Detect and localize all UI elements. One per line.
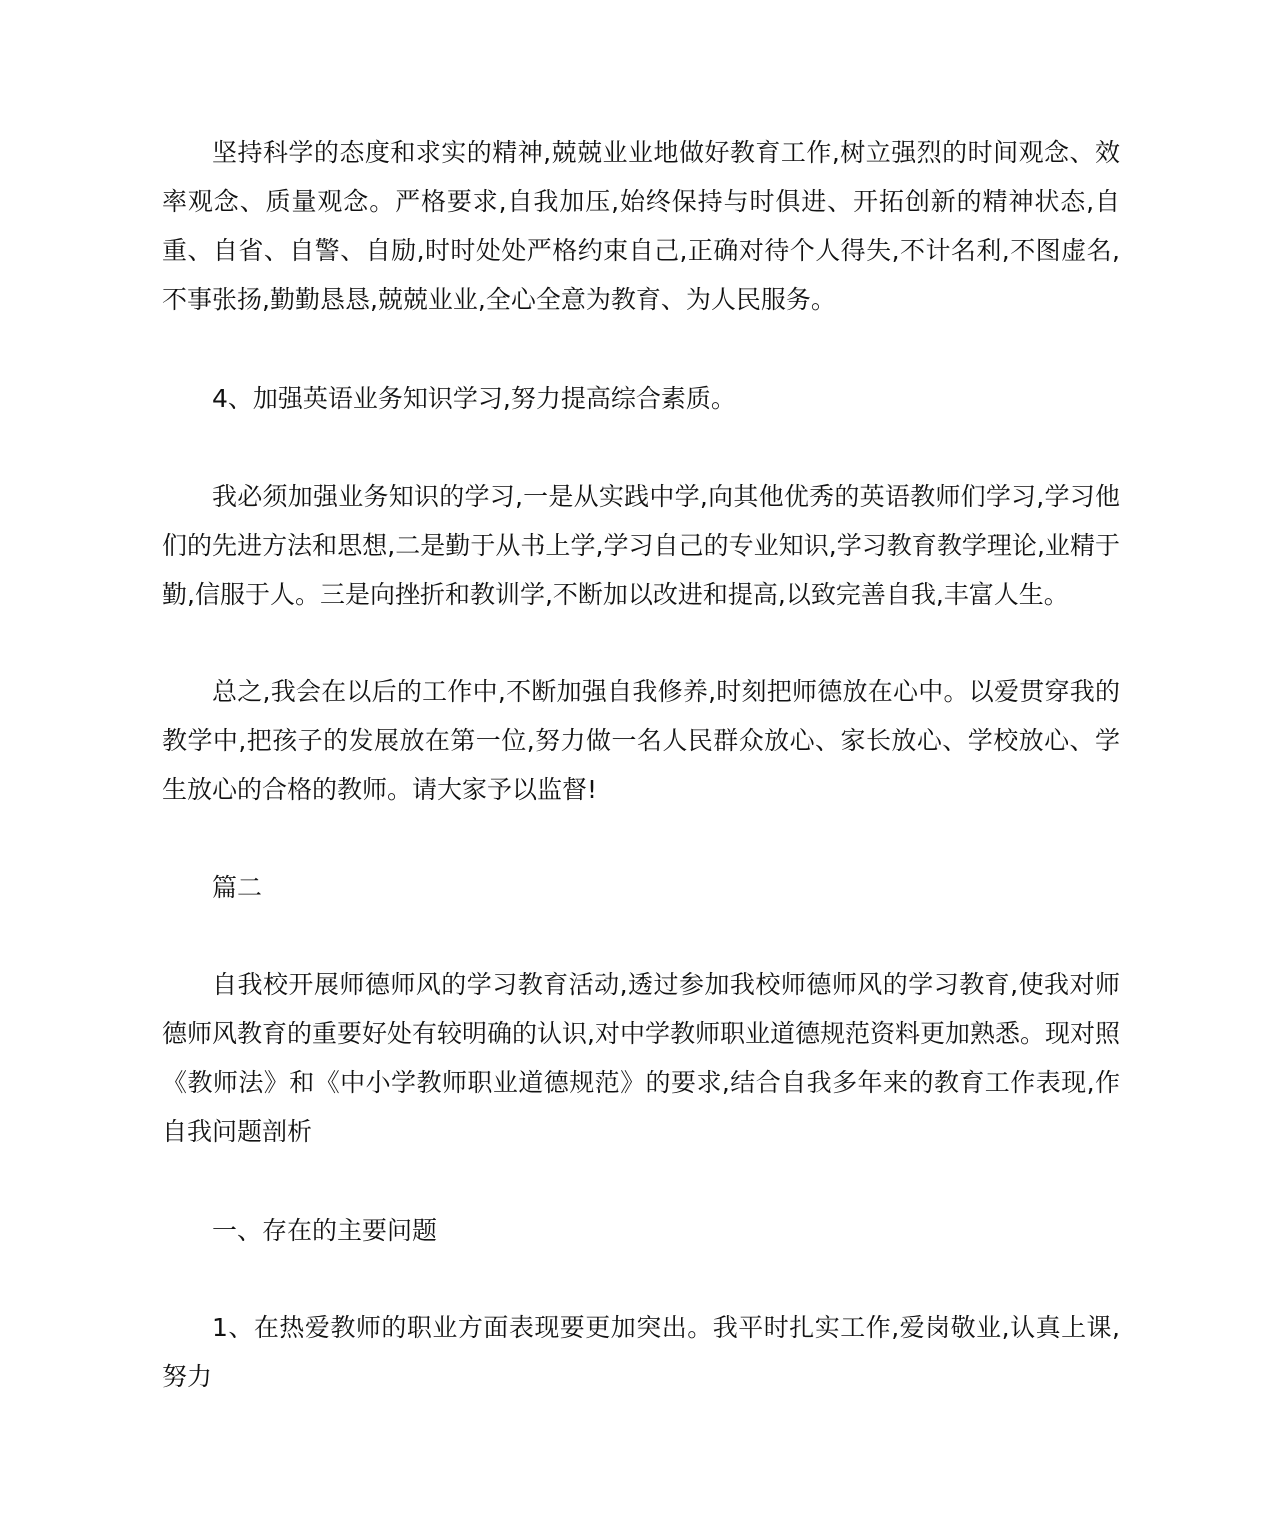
section-title-part-two: 篇二 xyxy=(212,873,263,902)
paragraph-problem-one: 1、在热爱教师的职业方面表现要更加突出。我平时扎实工作,爱岗敬业,认真上课,努力 xyxy=(162,1313,1120,1391)
paragraph-self-analysis-intro: 自我校开展师德师风的学习教育活动,透过参加我校师德师风的学习教育,使我对师德师风教育的重要好处有较明确的认识,对中学教师职业道德规范资料更加熟悉。现对照《教师法》和《中小学教师职业道德规范》的要求,结合自我多年来的教育工作表现,作自我问题剖析 xyxy=(162,970,1120,1146)
paragraph-professional-attitude: 坚持科学的态度和求实的精神,兢兢业业地做好教育工作,树立强烈的时间观念、效率观念、质量观念。严格要求,自我加压,始终保持与时俱进、开拓创新的精神状态,自重、自省、自警、自励,时时处处严格约束自己,正确对待个人得失,不计名利,不图虚名,不事张扬,勤勤恳恳,兢兢业业,全心全意为教育、为人民服务。 xyxy=(162,138,1120,314)
paragraph-business-learning: 我必须加强业务知识的学习,一是从实践中学,向其他优秀的英语教师们学习,学习他们的先进方法和思想,二是勤于从书上学,学习自己的专业知识,学习教育教学理论,业精于勤,信服于人。三是向挫折和教训学,不断加以改进和提高,以致完善自我,丰富人生。 xyxy=(162,482,1120,609)
heading-english-study: 4、加强英语业务知识学习,努力提高综合素质。 xyxy=(212,384,736,413)
paragraph-conclusion: 总之,我会在以后的工作中,不断加强自我修养,时刻把师德放在心中。以爱贯穿我的教学中,把孩子的发展放在第一位,努力做一名人民群众放心、家长放心、学校放心、学生放心的合格的教师。请大家予以监督! xyxy=(162,677,1120,804)
heading-main-problems: 一、存在的主要问题 xyxy=(212,1216,438,1245)
